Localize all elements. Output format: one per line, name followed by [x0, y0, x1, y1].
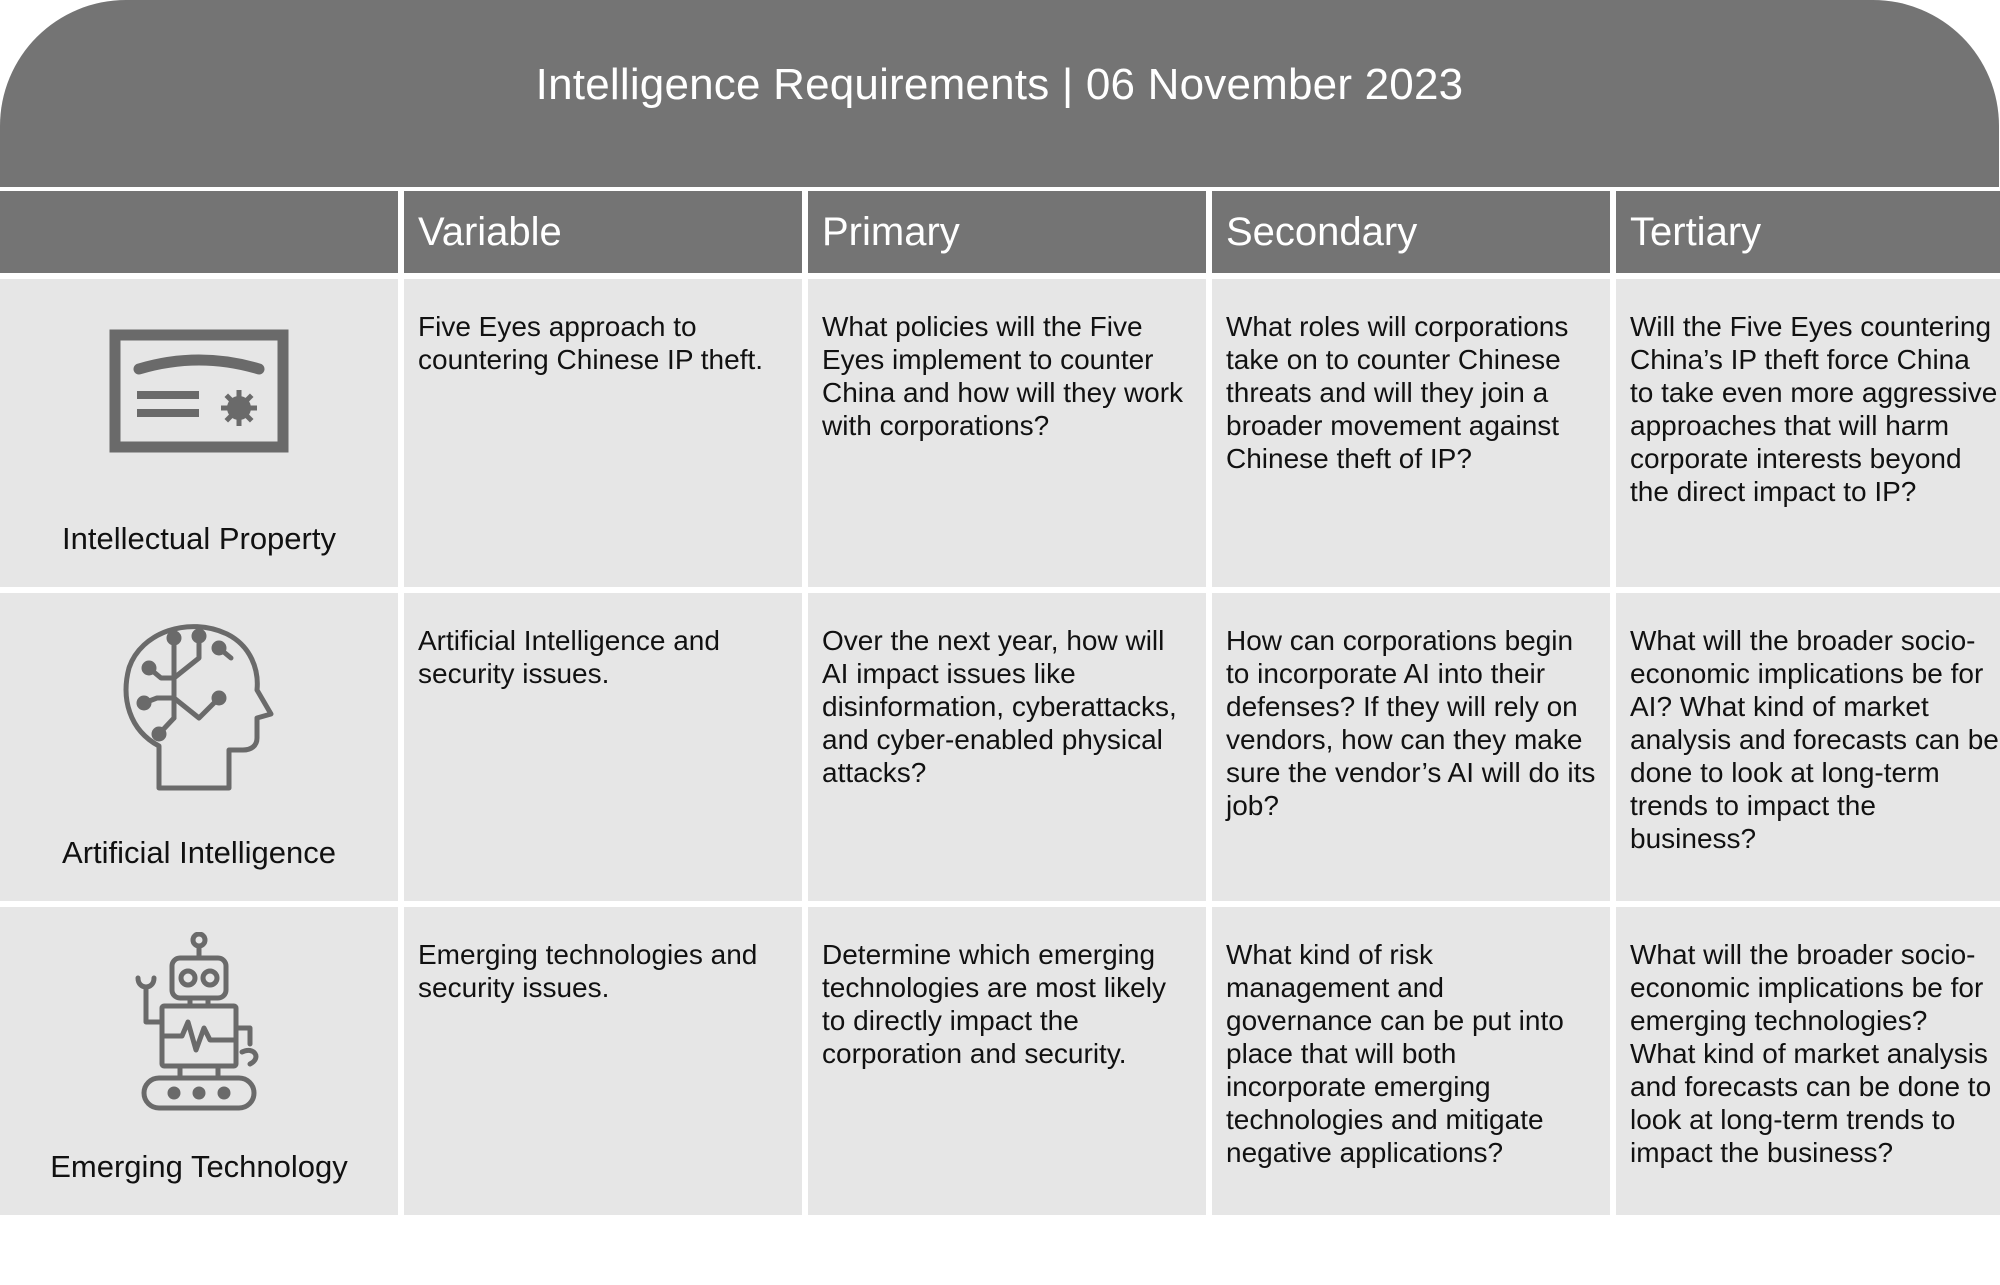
row-label: Emerging Technology [50, 1149, 348, 1184]
cell-tertiary: What will the broader socio-economic implications be for emerging technologies? What kind of market analysis and forecasts can be done to look at long-term trends to impact the business? [1616, 907, 2000, 1215]
row-label: Intellectual Property [62, 521, 336, 556]
row-header-intellectual-property [0, 279, 398, 587]
page-title: Intelligence Requirements | 06 November 2023 [535, 59, 1464, 109]
header-cell-variable: Variable [404, 191, 802, 273]
cell-primary: Over the next year, how will AI impact issues like disinformation, cyberattacks, and cyber-enabled physical attacks? [808, 593, 1206, 901]
header-cell-primary: Primary [808, 191, 1206, 273]
cell-tertiary: What will the broader socio-economic implications be for AI? What kind of market analysis and forecasts can be done to look at long-term trends to impact the business? [1616, 593, 2000, 901]
header-cell-topic [0, 191, 398, 273]
robot-icon [0, 907, 398, 1137]
cell-tertiary: Will the Five Eyes countering China’s IP theft force China to take even more aggressive approaches that will harm corporate interests beyond the direct impact to IP? [1616, 279, 2000, 587]
cell-variable: Artificial Intelligence and security issues. [404, 593, 802, 901]
header-cell-tertiary: Tertiary [1616, 191, 2000, 273]
cell-secondary: How can corporations begin to incorporate AI into their defenses? If they will rely on vendors, how can they make sure the vendor’s AI will do its job? [1212, 593, 1610, 901]
cell-variable: Emerging technologies and security issues. [404, 907, 802, 1215]
header-cell-secondary: Secondary [1212, 191, 1610, 273]
row-header-emerging-technology [0, 907, 398, 1215]
cell-variable: Five Eyes approach to countering Chinese IP theft. [404, 279, 802, 587]
cell-secondary: What roles will corporations take on to counter Chinese threats and will they join a broader movement against Chinese theft of IP? [1212, 279, 1610, 587]
cell-primary: What policies will the Five Eyes implement to counter China and how will they work with corporations? [808, 279, 1206, 587]
row-label: Artificial Intelligence [62, 835, 336, 870]
ai-head-icon [0, 593, 398, 823]
cell-secondary: What kind of risk management and governance can be put into place that will both incorporate emerging technologies and mitigate negative applications? [1212, 907, 1610, 1215]
title-banner [0, 0, 1999, 187]
row-header-artificial-intelligence [0, 593, 398, 901]
certificate-icon [0, 279, 398, 509]
cell-primary: Determine which emerging technologies are most likely to directly impact the corporation and security. [808, 907, 1206, 1215]
requirements-table [0, 191, 2000, 1215]
